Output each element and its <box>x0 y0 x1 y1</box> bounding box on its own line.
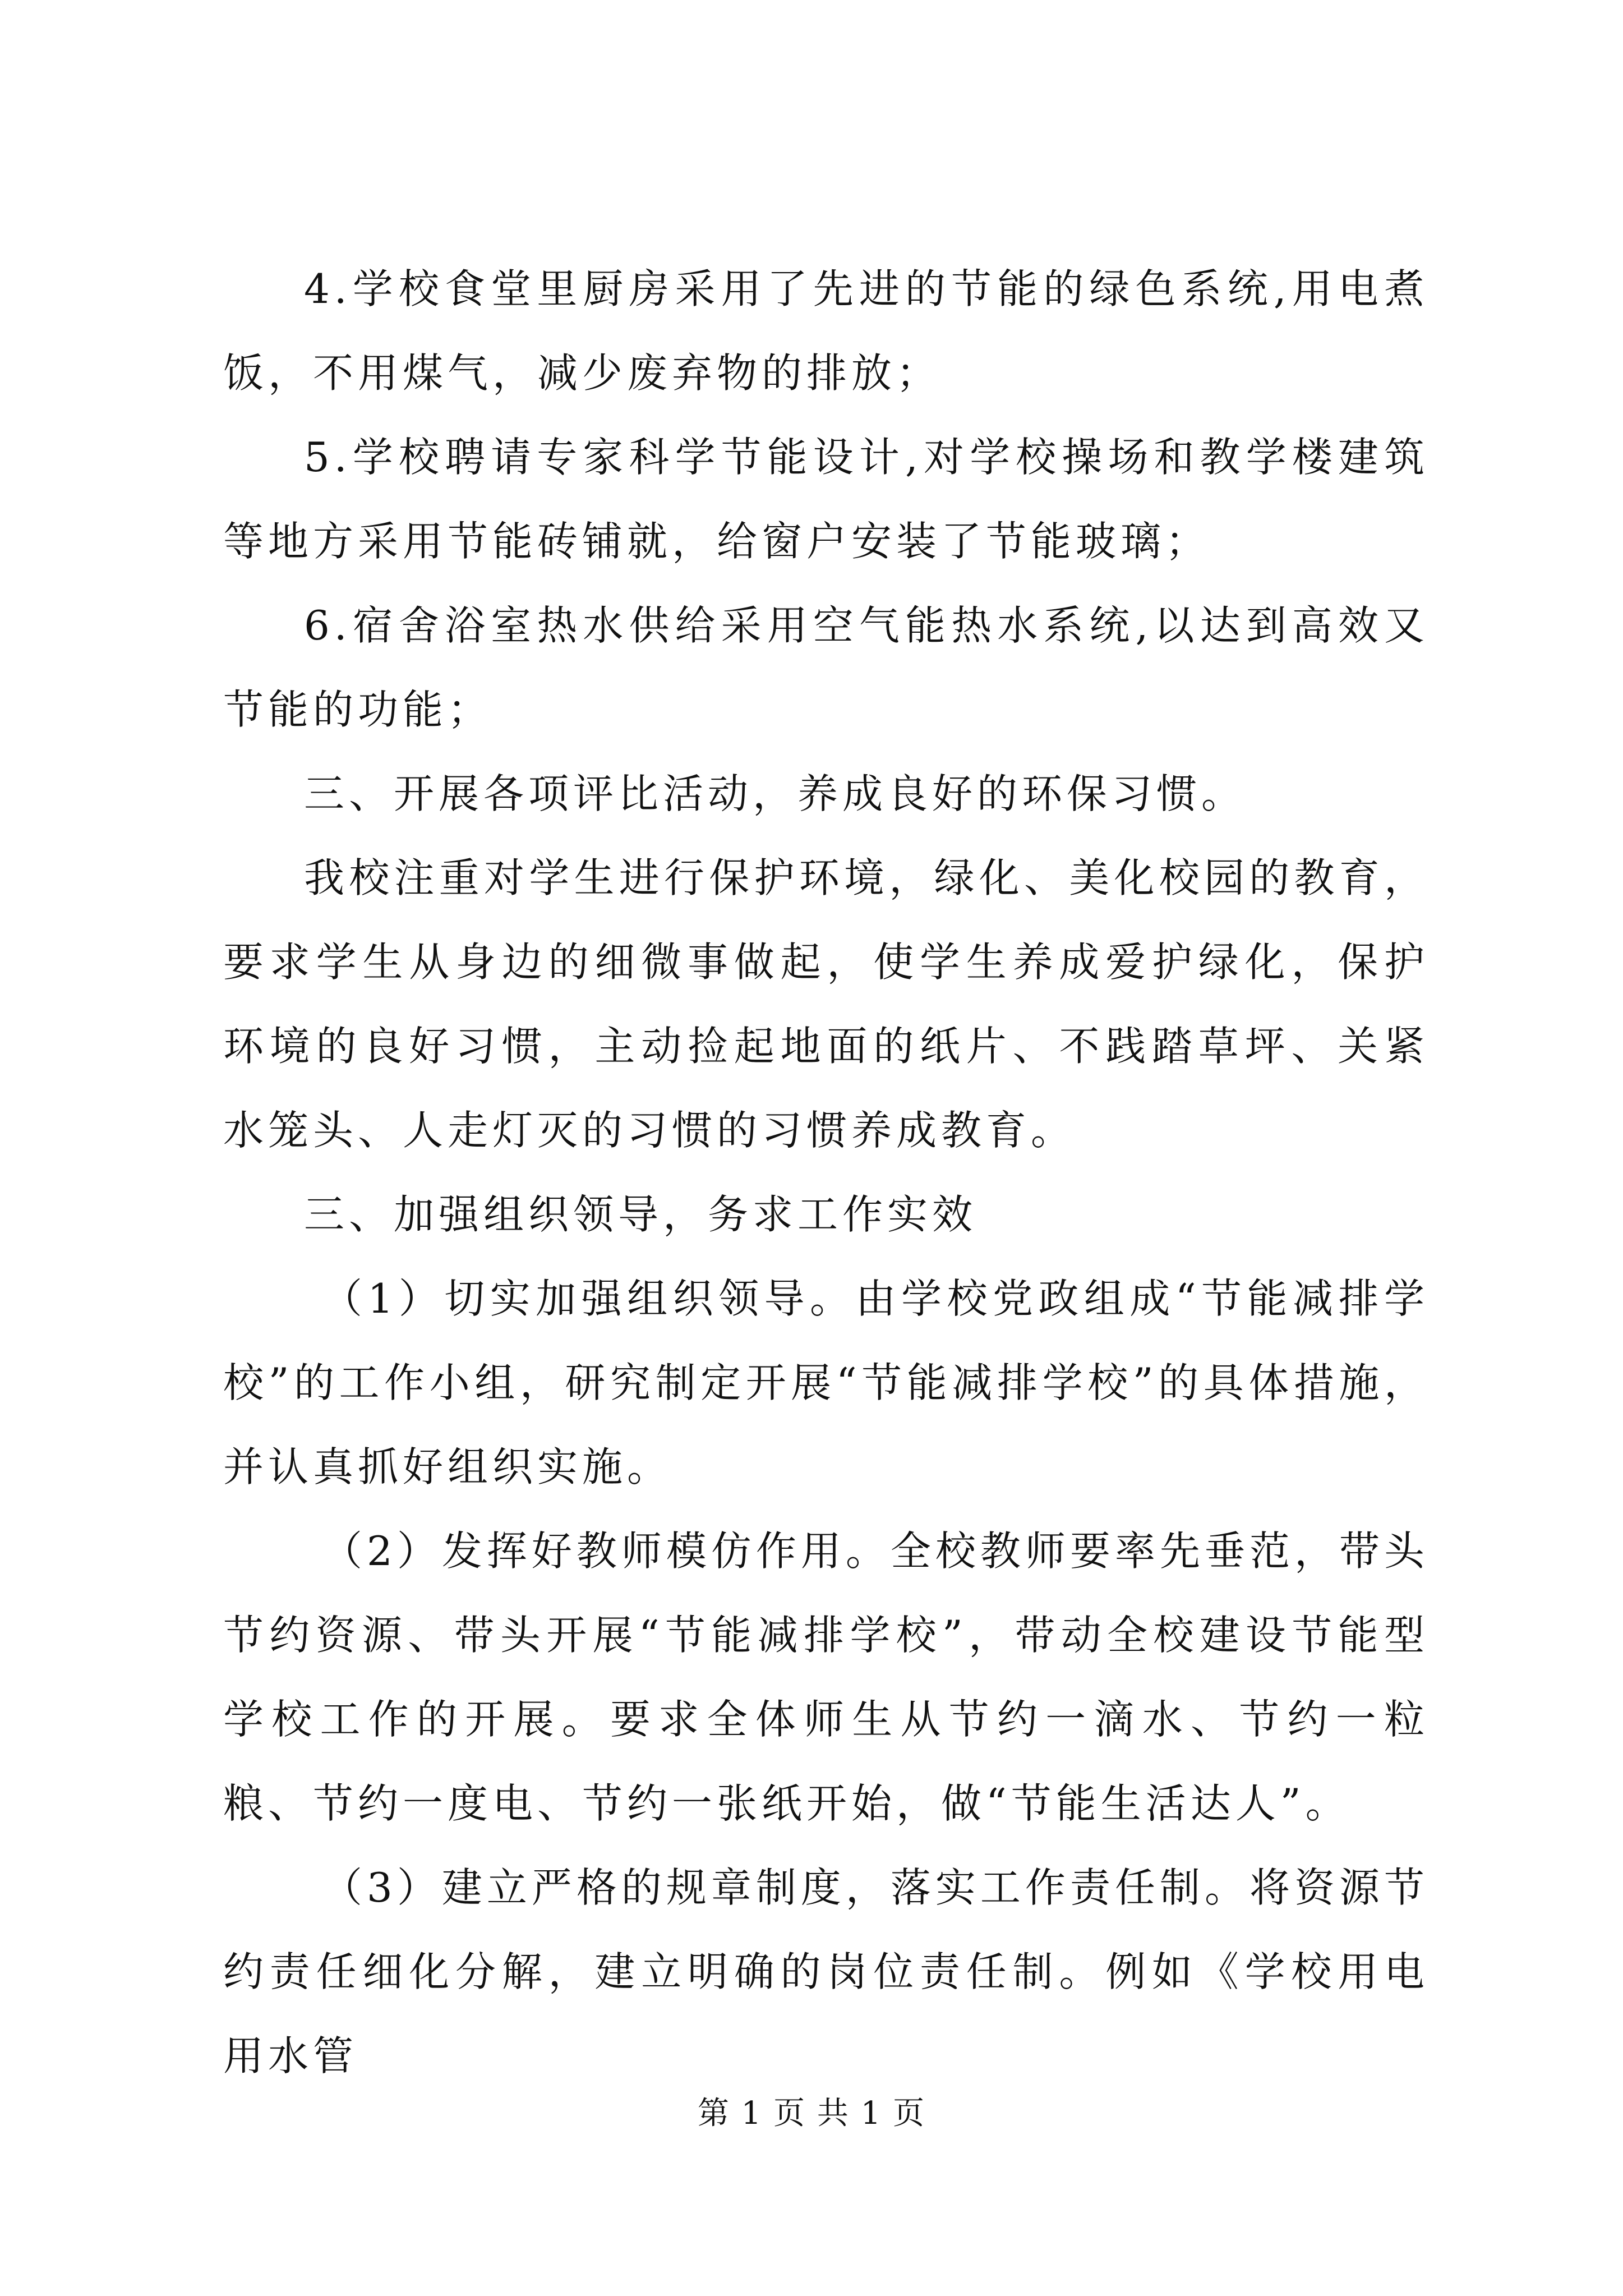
paragraph-environment-education: 我校注重对学生进行保护环境，绿化、美化校园的教育，要求学生从身边的细微事做起，使学生养成爱护绿化，保护环境的良好习惯，主动捡起地面的纸片、不践踏草坪、关紧水笼头、人走灯灭的习惯的习惯养成教育。 <box>223 854 1429 1154</box>
paragraph-point-1: （1）切实加强组织领导。由学校党政组成“节能减排学校”的工作小组，研究制定开展“节能减排学校”的具体措施，并认真抓好组织实施。 <box>223 1275 1429 1490</box>
paragraph-point-2: （2）发挥好教师模仿作用。全校教师要率先垂范，带头节约资源、带头开展“节能减排学校”，带动全校建设节能型学校工作的开展。要求全体师生从节约一滴水、节约一粒粮、节约一度电、节约一张纸开始，做“节能生活达人”。 <box>223 1527 1429 1827</box>
paragraph-point-3: （3）建立严格的规章制度，落实工作责任制。将资源节约责任细化分解，建立明确的岗位责任制。例如《学校用电用水管 <box>223 1864 1429 2079</box>
paragraph-item-4-canteen: 4.学校食堂里厨房采用了先进的节能的绿色系统,用电煮饭，不用煤气，减少废弃物的排放； <box>223 265 1429 397</box>
page-footer: 第 1 页 共 1 页 <box>697 2095 926 2132</box>
section-heading-evaluation: 三、开展各项评比活动，养成良好的环保习惯。 <box>304 770 1247 817</box>
section-heading-leadership: 三、加强组织领导，务求工作实效 <box>304 1191 978 1238</box>
paragraph-item-5-design: 5.学校聘请专家科学节能设计,对学校操场和教学楼建筑等地方采用节能砖铺就，给窗户安装了节能玻璃； <box>223 434 1429 565</box>
document-body <box>223 247 1429 2098</box>
paragraph-item-6-hot-water: 6.宿舍浴室热水供给采用空气能热水系统,以达到高效又节能的功能； <box>223 602 1429 733</box>
